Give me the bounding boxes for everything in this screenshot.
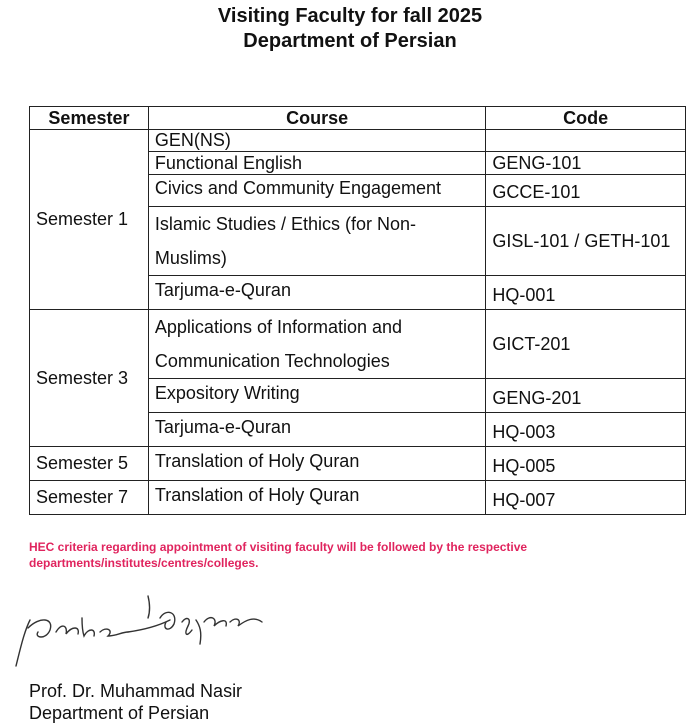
signatory-department: Department of Persian [29,703,210,723]
column-header-semester: Semester [30,107,149,130]
course-cell: Applications of Information and Communication Technologies [148,310,485,379]
semester-cell: Semester 7 [30,481,149,515]
code-cell: GISL-101 / GETH-101 [486,207,686,276]
course-cell: Translation of Holy Quran [148,447,485,481]
code-cell: HQ-003 [486,413,686,447]
title-line-1: Visiting Faculty for fall 2025 [217,5,483,27]
column-header-course: Course [148,107,485,130]
course-cell: Islamic Studies / Ethics (for Non-Muslims) [148,207,485,276]
course-cell: Tarjuma-e-Quran [148,413,485,447]
course-cell: Civics and Community Engagement [148,175,485,207]
course-cell: GEN(NS) [148,130,485,152]
course-cell: Tarjuma-e-Quran [148,276,485,310]
course-cell: Functional English [148,152,485,175]
code-cell [486,130,686,152]
table-header-row [30,107,686,130]
table-row [30,130,686,152]
faculty-course-table [29,106,686,515]
column-header-code: Code [486,107,686,130]
code-cell: HQ-001 [486,276,686,310]
semester-cell: Semester 1 [30,130,149,310]
title-line-2: Department of Persian [243,30,457,52]
code-cell: GCCE-101 [486,175,686,207]
course-cell: Expository Writing [148,379,485,413]
document-title [0,4,700,54]
signatory-block [29,680,242,724]
code-cell: GICT-201 [486,310,686,379]
semester-cell: Semester 3 [30,310,149,447]
semester-cell: Semester 5 [30,447,149,481]
signatory-name: Prof. Dr. Muhammad Nasir [29,681,243,701]
table-row [30,481,686,515]
code-cell: GENG-101 [486,152,686,175]
table-row [30,310,686,379]
hec-criteria-note: HEC criteria regarding appointment of visiting faculty will be followed by the respective departments/institutes/centres/colleges. [29,540,528,570]
handwritten-signature [10,592,310,682]
code-cell: HQ-007 [486,481,686,515]
course-cell: Translation of Holy Quran [148,481,485,515]
code-cell: GENG-201 [486,379,686,413]
code-cell: HQ-005 [486,447,686,481]
table-row [30,447,686,481]
